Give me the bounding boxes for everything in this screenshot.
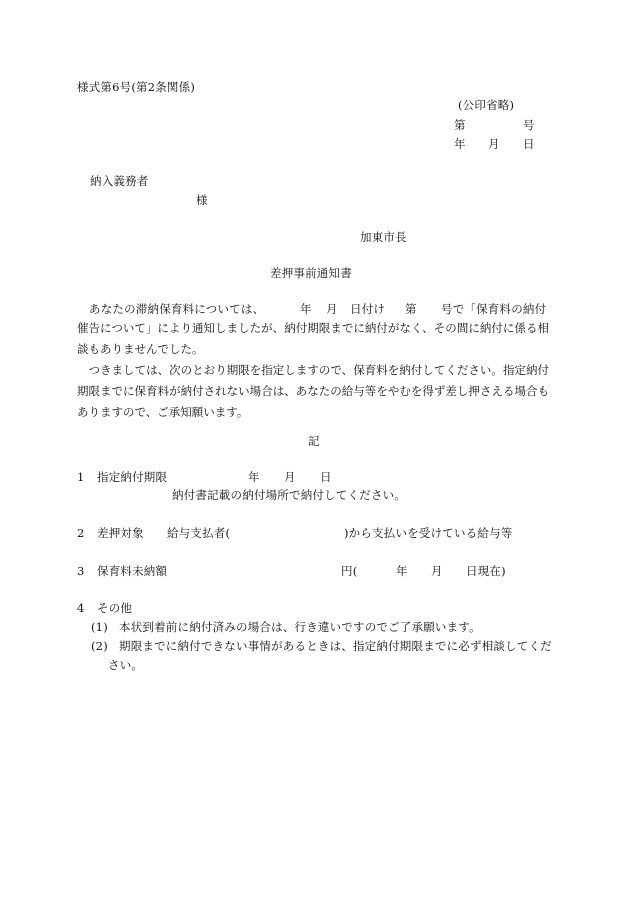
p1-no: 第: [405, 302, 417, 316]
form-number: 様式第6号(第2条関係): [77, 80, 196, 94]
item2-payer-open: 給与支払者(: [167, 526, 231, 540]
item2-number: 2: [77, 526, 85, 540]
item2-label: 差押対象: [97, 526, 144, 540]
recipient-label: 納入義務者: [90, 174, 149, 188]
item1-label: 指定納付期限: [97, 470, 168, 484]
item3-as-of: 日現在): [466, 564, 506, 578]
p1-year: 年: [300, 302, 312, 316]
p1-month: 月: [326, 302, 338, 316]
item4-sub2-line2: さい。: [108, 658, 144, 672]
ki-marker: 記: [308, 434, 320, 448]
item4-sub2-line1: 期限までに納付できない事情があるときは、指定納付期限までに必ず相談してくだ: [119, 639, 552, 653]
item4-number: 4: [77, 601, 85, 615]
item4-label: その他: [97, 601, 133, 615]
p1-rest: [77, 318, 549, 423]
p1-line1-lead: あなたの滞納保育料については、: [89, 302, 265, 316]
item3-number: 3: [77, 564, 85, 578]
item1-month: 月: [284, 470, 296, 484]
p1-line1-tail: 号で「保育料の納付: [441, 302, 547, 316]
item4-sub2-number: (2): [91, 639, 108, 653]
p1-day: 日付け: [350, 302, 386, 316]
item3-label: 保育料未納額: [97, 564, 168, 578]
issue-date-day: 日: [523, 137, 535, 151]
item3-yen-open: 円(: [341, 564, 358, 578]
item4-sub1-number: (1): [91, 620, 108, 634]
issue-date-month: 月: [488, 137, 500, 151]
document-number-suffix: 号: [523, 118, 535, 132]
recipient-honorific: 様: [196, 193, 208, 207]
seal-omitted-note: (公印省略): [458, 98, 515, 112]
document-title: 差押事前通知書: [270, 266, 352, 280]
item1-number: 1: [77, 470, 85, 484]
item3-month: 月: [431, 564, 443, 578]
item4-sub1-text: 本状到着前に納付済みの場合は、行き違いですのでご了承願います。: [119, 620, 481, 634]
document-number-prefix: 第: [454, 118, 466, 132]
item1-day: 日: [320, 470, 332, 484]
p2-text: つきましては、次のとおり期限を指定しますので、保育料を納付してください。指定納付期限までに保育料が納付されない場合は、あなたの給与等をやむを得ず差し押さえる場合もありますので、ご承知願います。: [77, 363, 549, 419]
issue-date-year: 年: [454, 137, 466, 151]
item1-note: 納付書記載の納付場所で納付してください。: [172, 488, 406, 502]
item1-year: 年: [248, 470, 260, 484]
sender-name: 加東市長: [360, 230, 407, 244]
item2-payer-close: )から支払いを受けている給与等: [344, 526, 513, 540]
p1-rest-text: 催告について」により通知しましたが、納付期限までに納付がなく、その間に納付に係る相談もありませんでした。: [77, 321, 549, 356]
item3-year: 年: [396, 564, 408, 578]
